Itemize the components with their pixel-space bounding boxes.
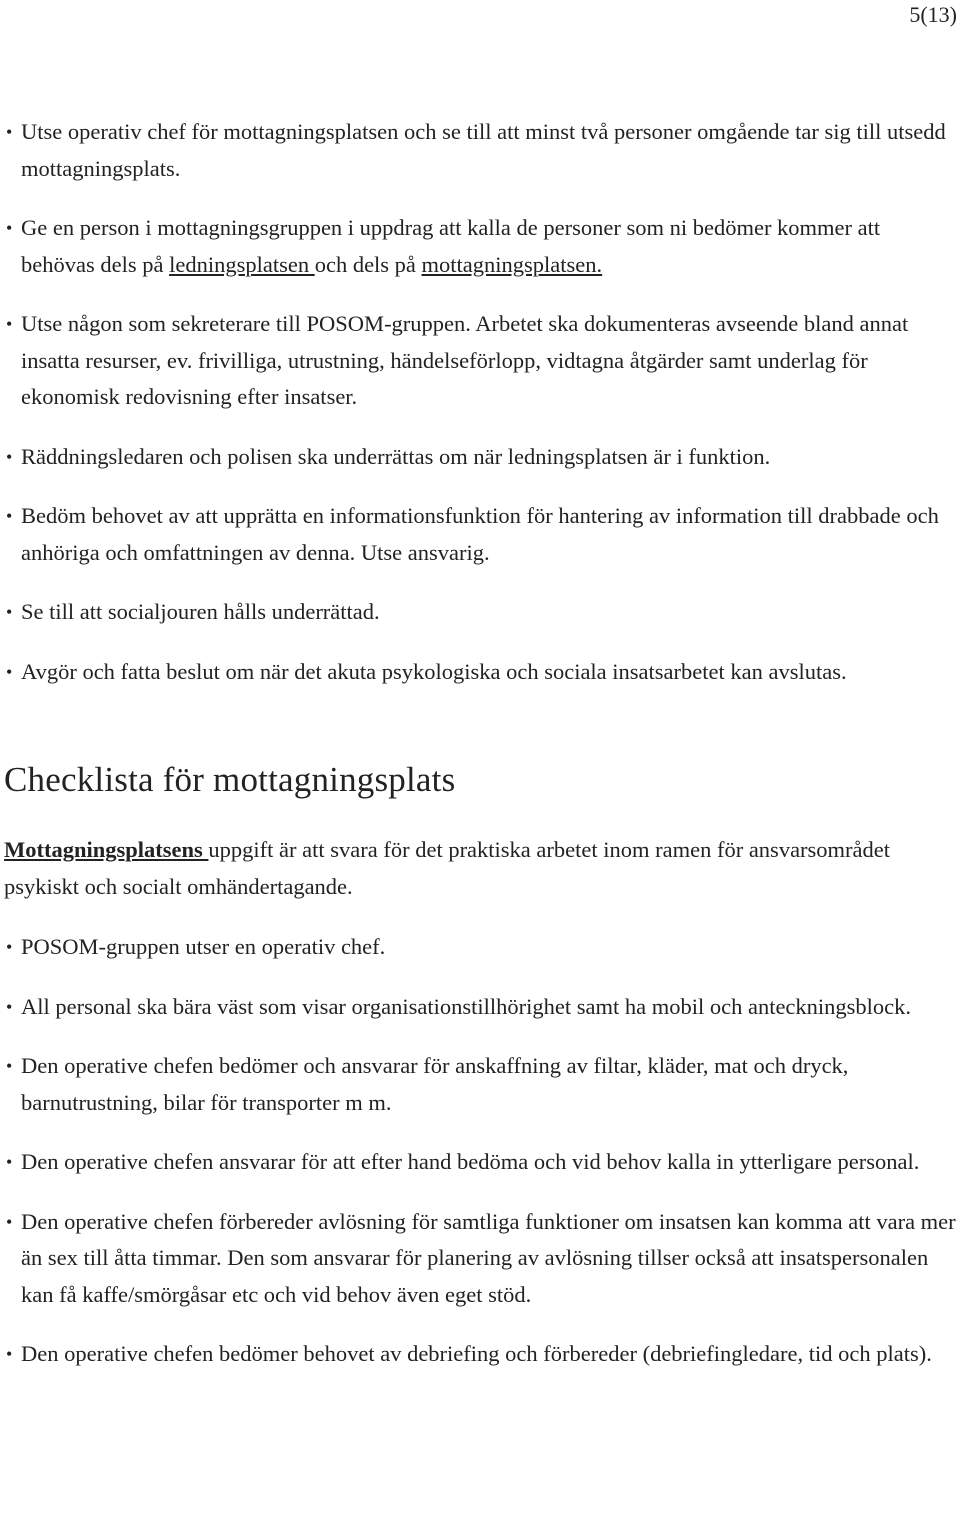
page-number: 5(13) [909,2,957,27]
list-item [6,114,956,187]
list-item-text: All personal ska bära väst som visar organisationstillhörighet samt ha mobil och anteckningsblock. [21,993,912,1019]
list-item [6,989,956,1026]
list-item-text: Ge en person i mottagningsgruppen i uppdrag att kalla de personer som ni bedömer kommer att behövas dels på [21,215,881,277]
list-item [6,210,956,283]
list-item-text: Bedöm behovet av att upprätta en informationsfunktion för hantering av information till drabbade och anhöriga och omfattningen av denna. Utse ansvarig. [21,503,939,565]
list-item [6,929,956,966]
mottagningsplatsen-link[interactable]: mottagningsplatsen. [421,251,603,277]
list-item-text: och dels på [314,251,422,277]
bullet-icon: • [6,937,13,957]
list-item-text: Utse operativ chef för mottagningsplatsen och se till att minst två personer omgående tar sig till utsedd mottagningsplats. [21,119,946,181]
list-item [6,306,956,416]
list-item-text: Avgör och fatta beslut om när det akuta psykologiska och sociala insatsarbetet kan avslutas. [21,658,847,684]
bullet-icon: • [6,506,13,526]
bullet-icon: • [6,1152,13,1172]
bullet-icon: • [6,446,13,467]
list-item [6,1048,956,1121]
list-item [6,439,956,476]
list-item-text: Den operative chefen bedömer och ansvarar för anskaffning av filtar, kläder, mat och dryck, barnutrustning, bilar för transporter m m. [21,1053,849,1115]
intro-bold-term: Mottagningsplatsens [4,837,209,862]
list-item-text: Den operative chefen ansvarar för att efter hand bedöma och vid behov kalla in ytterligare personal. [21,1149,920,1174]
list-item [6,594,956,631]
list-item [6,1336,956,1373]
list-item-text: Se till att socialjouren hålls underrättad. [21,599,380,624]
list-item-text: POSOM-gruppen utser en operativ chef. [21,934,386,959]
list-item-text: Räddningsledaren och polisen ska underrättas om när ledningsplatsen är i funktion. [21,443,771,469]
list-item [6,1204,956,1314]
task-list [6,114,956,690]
bullet-icon: • [6,1211,13,1232]
ledningsplatsen-link[interactable]: ledningsplatsen [169,251,315,277]
bullet-icon: • [6,218,13,238]
bullet-icon: • [6,314,13,334]
list-item-text: Utse någon som sekreterare till POSOM-gruppen. Arbetet ska dokumenteras avseende bland annat insatta resurser, ev. frivilliga, utrustning, händelseförlopp, vidtagna åtgärder samt underlag för ekonomisk redovisning efter insatser. [21,311,909,409]
checklist [6,929,956,1373]
bullet-icon: • [6,1344,13,1364]
intro-text: uppgift är att svara för det praktiska arbetet inom ramen för ansvarsområdet psykiskt och socialt omhändertagande. [4,837,891,899]
bullet-icon: • [6,1056,13,1076]
list-item-text: Den operative chefen bedömer behovet av debriefing och förbereder (debriefingledare, tid och plats). [21,1341,932,1366]
list-item [6,498,956,571]
bullet-icon: • [6,122,13,142]
bullet-icon: • [6,661,13,682]
section-heading: Checklista för mottagningsplats [4,760,456,799]
list-item-text: Den operative chefen förbereder avlösning för samtliga funktioner om insatsen kan komma att vara mer än sex till åtta timmar. Den som ansvarar för planering av avlösning tillser också att insatspersonalen kan få kaffe/smörgåsar etc och vid behov även eget stöd. [21,1208,956,1307]
list-item [6,1144,956,1181]
section-intro [4,832,954,905]
list-item [6,654,956,691]
bullet-icon: • [6,996,13,1017]
bullet-icon: • [6,602,13,622]
